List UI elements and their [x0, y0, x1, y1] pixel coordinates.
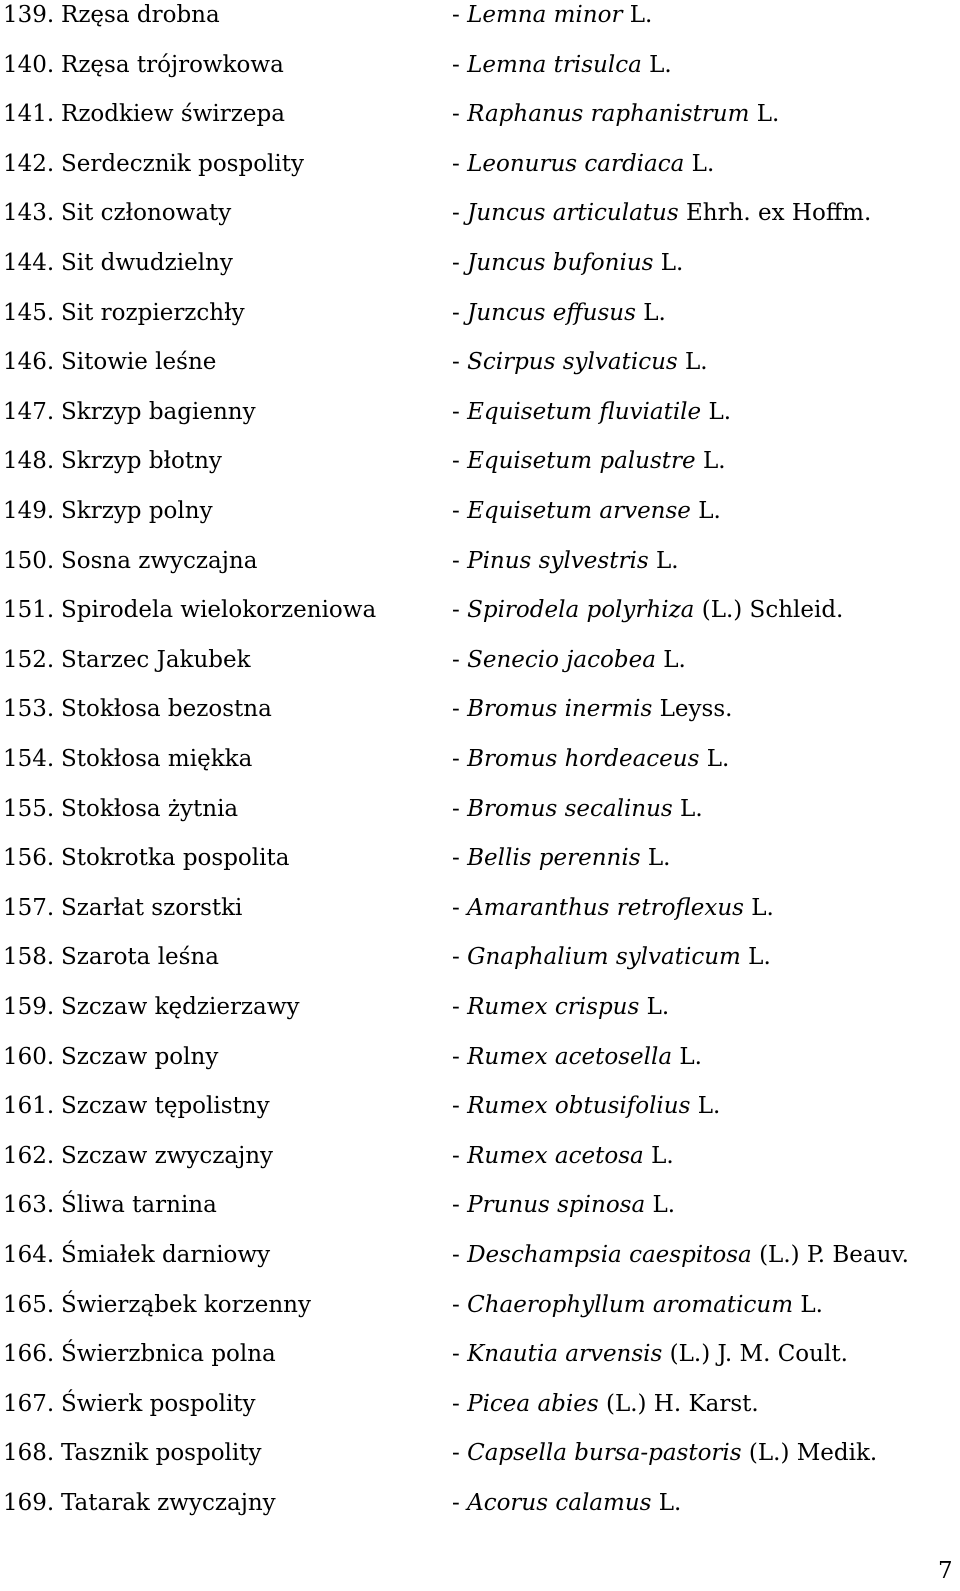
scientific-name: Rumex acetosa [467, 1142, 644, 1169]
author-citation: (L.) Medik. [748, 1440, 878, 1467]
author-citation: L. [651, 1142, 674, 1169]
latin-name [452, 1043, 702, 1071]
dash: - [452, 1440, 468, 1467]
dash: - [452, 2, 468, 28]
scientific-name: Capsella bursa-pastoris [467, 1440, 742, 1467]
author-citation: L. [800, 1291, 823, 1318]
dash: - [452, 349, 468, 376]
entry-number: 161. [3, 1093, 55, 1120]
scientific-name: Pinus sylvestris [467, 547, 649, 574]
latin-name [452, 646, 686, 674]
latin-name [452, 596, 843, 624]
common-name: Szczaw tępolistny [61, 1093, 270, 1120]
dash: - [452, 1242, 468, 1268]
dash: - [452, 1093, 468, 1120]
scientific-name: Rumex crispus [467, 994, 640, 1020]
scientific-name: Equisetum palustre [467, 448, 696, 475]
scientific-name: Bromus inermis [467, 696, 653, 723]
author-citation: L. [698, 498, 721, 524]
latin-name [452, 447, 726, 475]
latin-name [452, 1092, 720, 1120]
dash: - [452, 597, 468, 624]
dash: - [452, 250, 468, 276]
entry-number: 164. [3, 1242, 55, 1268]
scientific-name: Juncus bufonius [467, 250, 654, 276]
common-name: Skrzyp polny [61, 498, 213, 524]
entry-number: 144. [3, 250, 55, 276]
author-citation: (L.) H. Karst. [605, 1390, 759, 1417]
dash: - [452, 200, 468, 227]
common-name: Szczaw kędzierzawy [61, 994, 300, 1020]
scientific-name: Senecio jacobea [467, 646, 656, 673]
author-citation: L. [658, 1490, 682, 1516]
author-citation: L. [751, 894, 774, 921]
scientific-name: Leonurus cardiaca [467, 150, 685, 177]
entry-number: 143. [3, 200, 55, 227]
latin-name [452, 1142, 674, 1170]
entry-number: 147. [3, 398, 55, 425]
author-citation: L. [629, 2, 653, 28]
entry-number: 160. [3, 1043, 55, 1070]
dash: - [452, 299, 468, 326]
latin-name [452, 695, 732, 723]
entry-number: 159. [3, 994, 55, 1020]
latin-name [452, 398, 731, 426]
dash: - [452, 547, 468, 574]
common-name: Śliwa tarnina [61, 1192, 217, 1219]
dash: - [452, 1192, 468, 1219]
author-citation: L. [663, 646, 686, 673]
scientific-name: Equisetum fluviatile [467, 398, 702, 425]
entry-number: 157. [3, 894, 55, 921]
entry-number: 166. [3, 1341, 55, 1368]
common-name: Rzęsa trójrowkowa [61, 51, 284, 78]
entry-number: 145. [3, 299, 55, 326]
common-name: Sit rozpierzchły [61, 299, 245, 326]
entry-number: 165. [3, 1291, 55, 1318]
author-citation: L. [685, 349, 708, 376]
author-citation: L. [680, 795, 703, 822]
dash: - [452, 894, 468, 921]
author-citation: L. [756, 101, 780, 128]
latin-name [452, 844, 670, 872]
author-citation: (L.) P. Beauv. [759, 1242, 909, 1268]
common-name: Śmiałek darniowy [61, 1242, 271, 1268]
scientific-name: Spirodela polyrhiza [467, 597, 695, 624]
scientific-name: Bromus secalinus [467, 795, 673, 822]
latin-name [452, 1340, 848, 1368]
scientific-name: Juncus articulatus [467, 200, 679, 227]
entry-number: 163. [3, 1192, 55, 1219]
latin-name [452, 1390, 759, 1418]
scientific-name: Amaranthus retroflexus [467, 894, 744, 921]
common-name: Świerzbnica polna [61, 1341, 276, 1368]
author-citation: (L.) J. M. Coult. [669, 1341, 848, 1368]
author-citation: L. [643, 299, 666, 326]
author-citation: L. [702, 448, 726, 475]
latin-name [452, 299, 666, 327]
entry-number: 158. [3, 944, 55, 971]
entry-number: 146. [3, 349, 55, 376]
scientific-name: Deschampsia caespitosa [467, 1242, 752, 1268]
scientific-name: Raphanus raphanistrum [467, 101, 750, 128]
dash: - [452, 101, 468, 128]
entry-number: 139. [3, 2, 55, 28]
latin-name [452, 547, 679, 575]
common-name: Tatarak zwyczajny [61, 1490, 276, 1516]
latin-name [452, 943, 771, 971]
scientific-name: Rumex obtusifolius [467, 1093, 691, 1120]
entry-number: 142. [3, 150, 55, 177]
author-citation: L. [655, 547, 679, 574]
latin-name [452, 51, 672, 79]
common-name: Spirodela wielokorzeniowa [61, 597, 377, 624]
dash: - [452, 646, 468, 673]
dash: - [452, 1390, 468, 1417]
scientific-name: Lemna minor [467, 2, 623, 28]
common-name: Sit dwudzielny [61, 250, 233, 276]
dash: - [452, 994, 468, 1020]
author-citation: L. [649, 51, 672, 78]
latin-name [452, 1241, 909, 1269]
dash: - [452, 398, 468, 425]
author-citation: L. [652, 1192, 676, 1219]
dash: - [452, 498, 468, 524]
latin-name [452, 249, 683, 277]
latin-name [452, 199, 871, 227]
scientific-name: Knautia arvensis [467, 1341, 663, 1368]
common-name: Szczaw polny [61, 1043, 219, 1070]
common-name: Stokłosa miękka [61, 746, 253, 772]
author-citation: L. [660, 250, 684, 276]
common-name: Stokłosa żytnia [61, 795, 239, 822]
author-citation: L. [679, 1043, 702, 1070]
common-name: Rzęsa drobna [61, 2, 220, 28]
common-name: Serdecznik pospolity [61, 150, 305, 177]
scientific-name: Bromus hordeaceus [467, 746, 700, 772]
common-name: Świerząbek korzenny [61, 1291, 311, 1318]
dash: - [452, 448, 468, 475]
latin-name [452, 745, 729, 773]
entry-number: 140. [3, 51, 55, 78]
entry-number: 148. [3, 448, 55, 475]
common-name: Szarłat szorstki [61, 894, 243, 921]
entry-number: 167. [3, 1390, 55, 1417]
latin-name [452, 1191, 675, 1219]
entry-number: 156. [3, 845, 55, 872]
latin-name [452, 497, 721, 525]
common-name: Skrzyp bagienny [61, 398, 256, 425]
common-name: Stokrotka pospolita [61, 845, 290, 872]
common-name: Sit członowaty [61, 200, 232, 227]
scientific-name: Lemna trisulca [467, 51, 642, 78]
page-number: 7 [938, 1558, 953, 1584]
author-citation: L. [706, 746, 730, 772]
dash: - [452, 944, 468, 971]
scientific-name: Acorus calamus [467, 1490, 652, 1516]
scientific-name: Bellis perennis [467, 845, 641, 872]
latin-name [452, 1291, 823, 1319]
dash: - [452, 150, 468, 177]
author-citation: L. [708, 398, 732, 425]
dash: - [452, 696, 468, 723]
common-name: Sosna zwyczajna [61, 547, 258, 574]
author-citation: L. [646, 994, 670, 1020]
dash: - [452, 1490, 468, 1516]
author-citation: L. [647, 845, 671, 872]
latin-name [452, 1489, 681, 1517]
latin-name [452, 795, 703, 823]
latin-name [452, 348, 708, 376]
common-name: Sitowie leśne [61, 349, 217, 376]
dash: - [452, 746, 468, 772]
author-citation: L. [691, 150, 715, 177]
latin-name [452, 1439, 877, 1467]
entry-number: 151. [3, 597, 55, 624]
author-citation: Ehrh. ex Hoffm. [686, 200, 872, 227]
scientific-name: Rumex acetosella [467, 1043, 673, 1070]
dash: - [452, 1341, 468, 1368]
scientific-name: Juncus effusus [467, 299, 636, 326]
scientific-name: Equisetum arvense [467, 498, 691, 524]
common-name: Szczaw zwyczajny [61, 1142, 274, 1169]
scientific-name: Gnaphalium sylvaticum [467, 944, 741, 971]
common-name: Tasznik pospolity [61, 1440, 262, 1467]
entry-number: 152. [3, 646, 55, 673]
scientific-name: Picea abies [467, 1390, 599, 1417]
entry-number: 162. [3, 1142, 55, 1169]
latin-name [452, 1, 652, 29]
latin-name [452, 150, 714, 178]
common-name: Skrzyp błotny [61, 448, 222, 475]
common-name: Stokłosa bezostna [61, 696, 272, 723]
dash: - [452, 1142, 468, 1169]
entry-number: 169. [3, 1490, 55, 1516]
dash: - [452, 51, 468, 78]
dash: - [452, 795, 468, 822]
author-citation: L. [697, 1093, 721, 1120]
dash: - [452, 1291, 468, 1318]
scientific-name: Scirpus sylvaticus [467, 349, 678, 376]
common-name: Świerk pospolity [61, 1390, 256, 1417]
author-citation: Leyss. [659, 696, 733, 723]
latin-name [452, 100, 779, 128]
entry-number: 153. [3, 696, 55, 723]
scientific-name: Prunus spinosa [467, 1192, 646, 1219]
common-name: Rzodkiew świrzepa [61, 101, 285, 128]
entry-number: 149. [3, 498, 55, 524]
latin-name [452, 894, 774, 922]
scientific-name: Chaerophyllum aromaticum [467, 1291, 794, 1318]
common-name: Starzec Jakubek [61, 646, 251, 673]
entry-number: 154. [3, 746, 55, 772]
dash: - [452, 845, 468, 872]
entry-number: 150. [3, 547, 55, 574]
author-citation: L. [748, 944, 771, 971]
entry-number: 168. [3, 1440, 55, 1467]
common-name: Szarota leśna [61, 944, 219, 971]
entry-number: 155. [3, 795, 55, 822]
entry-number: 141. [3, 101, 55, 128]
dash: - [452, 1043, 468, 1070]
latin-name [452, 993, 669, 1021]
author-citation: (L.) Schleid. [701, 597, 844, 624]
